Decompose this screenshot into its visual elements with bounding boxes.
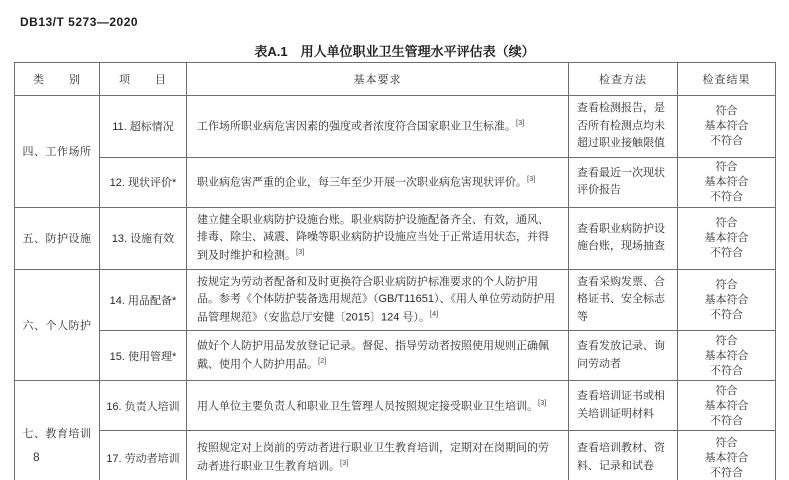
result-cell	[678, 207, 776, 269]
category-cell: 四、工作场所	[15, 96, 100, 208]
result-option: 不符合	[710, 135, 743, 148]
method-cell: 查看培训教材、资料、记录和试卷	[569, 431, 678, 480]
item-cell: 13. 设施有效	[100, 207, 187, 269]
reference-marker: [3]	[527, 173, 536, 183]
result-option: 符合	[715, 217, 738, 230]
requirement-cell	[187, 381, 569, 431]
requirement-text: 建立健全职业病防护设施台账。职业病防护设施配备齐全、有效，通风、排毒、除尘、减震、降噪等职业病防护设施应当处于正常适用状态，并得到及时维护和检测。	[197, 213, 549, 262]
result-option: 不符合	[710, 466, 743, 479]
reference-marker: [3]	[296, 246, 305, 256]
result-option: 基本符合	[704, 293, 749, 306]
table-row	[15, 96, 776, 158]
requirement-text: 工作场所职业病危害因素的强度或者浓度符合国家职业卫生标准。	[197, 120, 516, 133]
requirement-cell	[187, 269, 569, 331]
requirement-cell	[187, 331, 569, 381]
item-cell: 17. 劳动者培训	[100, 431, 187, 480]
table-row	[15, 207, 776, 269]
reference-marker: [3]	[538, 397, 547, 407]
item-cell: 11. 超标情况	[100, 96, 187, 158]
header-item: 项 目	[100, 63, 187, 96]
method-cell: 查看采购发票、合格证书、安全标志等	[569, 269, 678, 331]
result-option: 基本符合	[704, 399, 749, 412]
result-cell	[678, 269, 776, 331]
result-option: 符合	[715, 436, 738, 449]
method-cell: 查看检测报告，是否所有检测点均未超过职业接触限值	[569, 96, 678, 158]
result-option: 基本符合	[704, 451, 749, 464]
result-option: 符合	[715, 161, 738, 174]
item-cell: 16. 负责人培训	[100, 381, 187, 431]
evaluation-table	[14, 62, 776, 480]
requirement-cell	[187, 431, 569, 480]
requirement-text: 用人单位主要负责人和职业卫生管理人员按照规定接受职业卫生培训。	[197, 400, 538, 413]
requirement-cell	[187, 207, 569, 269]
reference-marker: [3]	[340, 458, 349, 468]
reference-marker: [3]	[516, 118, 525, 128]
result-cell	[678, 331, 776, 381]
requirement-cell	[187, 157, 569, 207]
item-cell: 14. 用品配备*	[100, 269, 187, 331]
result-option: 不符合	[710, 191, 743, 204]
result-option: 符合	[715, 334, 738, 347]
reference-marker: [2]	[318, 356, 327, 366]
method-cell: 查看培训证书或相关培训证明材料	[569, 381, 678, 431]
table-row	[15, 381, 776, 431]
table-row	[15, 431, 776, 480]
table-row	[15, 157, 776, 207]
table-header-row	[15, 63, 776, 96]
requirement-cell	[187, 96, 569, 158]
category-cell: 七、教育培训	[15, 381, 100, 480]
category-cell: 五、防护设施	[15, 207, 100, 269]
method-cell: 查看发放记录、询问劳动者	[569, 331, 678, 381]
requirement-text: 按照规定对上岗前的劳动者进行职业卫生教育培训，定期对在岗期间的劳动者进行职业卫生教育培训。	[197, 442, 549, 473]
result-cell	[678, 381, 776, 431]
header-requirement: 基本要求	[187, 63, 569, 96]
table-title: 表A.1 用人单位职业卫生管理水平评估表（续）	[254, 44, 535, 59]
header-method: 检查方法	[569, 63, 678, 96]
result-option: 基本符合	[704, 120, 749, 133]
method-cell: 查看最近一次现状评价报告	[569, 157, 678, 207]
requirement-text: 职业病危害严重的企业，每三年至少开展一次职业病危害现状评价。	[197, 176, 527, 189]
method-cell: 查看职业病防护设施台账，现场抽查	[569, 207, 678, 269]
page-number: 8	[33, 450, 40, 464]
result-cell	[678, 157, 776, 207]
category-cell: 六、个人防护	[15, 269, 100, 381]
result-option: 基本符合	[704, 232, 749, 245]
item-cell: 15. 使用管理*	[100, 331, 187, 381]
table-row	[15, 269, 776, 331]
result-option: 不符合	[710, 308, 743, 321]
reference-marker: [4]	[429, 308, 439, 318]
table-row	[15, 331, 776, 381]
header-result: 检查结果	[678, 63, 776, 96]
item-cell: 12. 现状评价*	[100, 157, 187, 207]
result-option: 符合	[715, 105, 738, 118]
result-option: 基本符合	[704, 349, 749, 362]
result-option: 基本符合	[704, 176, 749, 189]
result-option: 不符合	[710, 247, 743, 260]
requirement-text: 按规定为劳动者配备和及时更换符合职业病防护标准要求的个人防护用品。参考《个体防护装备选用规范》（GB/T11651）、《用人单位劳动防护用品管理规范》（安监总厅安健〔2015〕124 号）。	[197, 275, 555, 324]
result-option: 不符合	[710, 364, 743, 377]
requirement-text: 做好个人防护用品发放登记记录。督促、指导劳动者按照使用规则正确佩戴、使用个人防护用品。	[197, 340, 549, 371]
document-code: DB13/T 5273—2020	[20, 15, 139, 29]
result-option: 不符合	[710, 414, 743, 427]
result-option: 符合	[715, 384, 738, 397]
result-cell	[678, 431, 776, 480]
header-category: 类 别	[15, 63, 100, 96]
result-option: 符合	[715, 278, 738, 291]
result-cell	[678, 96, 776, 158]
